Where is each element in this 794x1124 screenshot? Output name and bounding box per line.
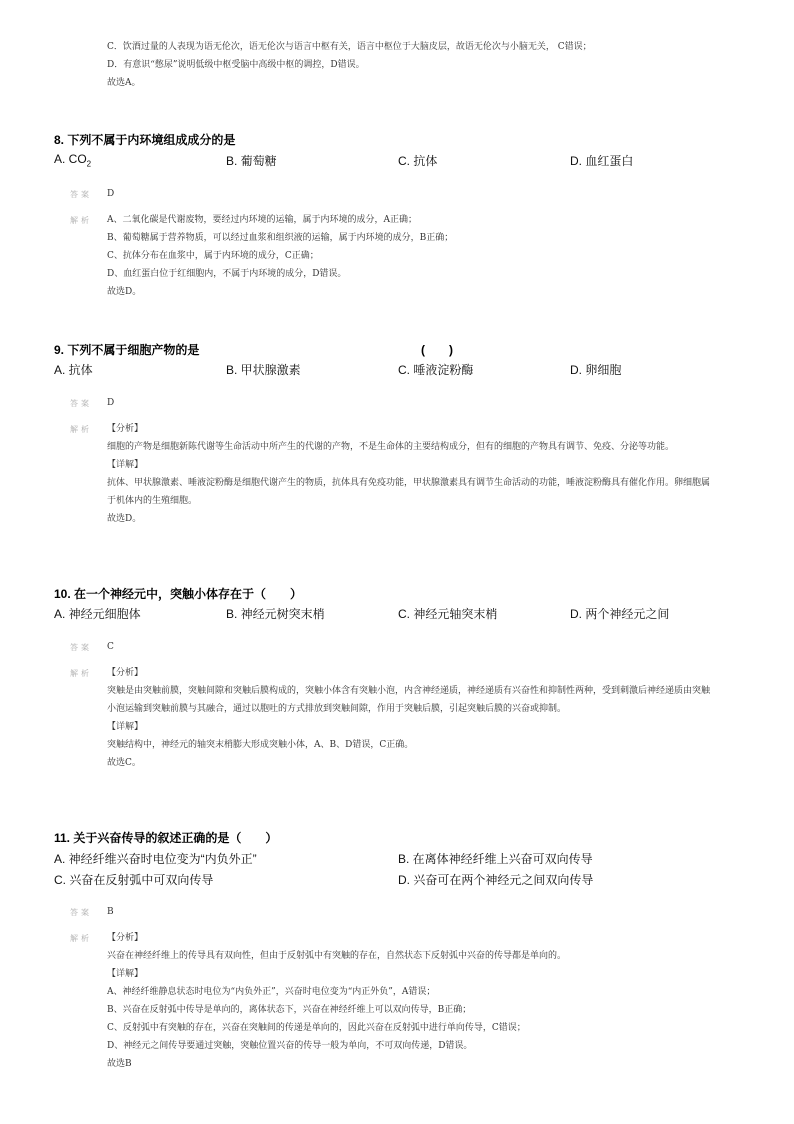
q9-analysis — [107, 420, 717, 528]
question-10-title: 10. 在一个神经元中，突触小体存在于（ ） — [54, 587, 303, 601]
q11-analysis-line: A、神经纤维静息状态时电位为“内负外正”，兴奋时电位变为“内正外负”，A错误； — [107, 987, 436, 997]
question-11-options — [54, 850, 754, 890]
q11-option-c[interactable]: C. 兴奋在反射弧中可双向传导 — [54, 873, 214, 887]
q11-analysis-label: 解析 — [70, 934, 92, 943]
q9-option-b[interactable]: B. 甲状腺激素 — [226, 363, 301, 377]
q9-option-d[interactable]: D. 卵细胞 — [570, 363, 622, 377]
q8-analysis-line: A、二氧化碳是代谢废物，要经过内环境的运输，属于内环境的成分，A正确； — [107, 215, 418, 225]
q10-answer-label: 答案 — [70, 643, 92, 652]
q9-analysis-line: 【详解】 — [107, 460, 144, 470]
q8-analysis-line: C、抗体分布在血浆中，属于内环境的成分，C正确； — [107, 251, 319, 261]
q10-analysis-line: 突触结构中，神经元的轴突末梢膨大形成突触小体，A、B、D错误，C正确。 — [107, 740, 414, 750]
q11-answer: B — [107, 907, 114, 917]
question-9-paren: ( ) — [421, 343, 453, 357]
q9-analysis-line: 抗体、甲状腺激素、唾液淀粉酶是细胞代谢产生的物质，抗体具有免疫功能，甲状腺激素具有调节生命活动的功能，唾液淀粉酶具有催化作用。卵细胞属于机体内的生殖细胞。 — [107, 478, 711, 506]
q11-analysis-line: 故选B — [107, 1059, 132, 1069]
q11-analysis — [107, 929, 717, 1073]
q11-option-d[interactable]: D. 兴奋可在两个神经元之间双向传导 — [398, 873, 594, 887]
q9-analysis-line: 故选D。 — [107, 514, 142, 524]
prev-line-1: C．饮酒过量的人表现为语无伦次，语无伦次与语言中枢有关，语言中枢位于大脑皮层，故语无伦次与小脑无关， C错误； — [107, 42, 592, 52]
q8-analysis — [107, 211, 717, 301]
prev-analysis-tail — [107, 38, 717, 92]
q9-option-c[interactable]: C. 唾液淀粉酶 — [398, 363, 474, 377]
q8-analysis-label: 解析 — [70, 216, 92, 225]
prev-line-3: 故选A。 — [107, 78, 141, 88]
q10-analysis-label: 解析 — [70, 669, 92, 678]
q11-analysis-line: 【详解】 — [107, 969, 144, 979]
q10-option-a[interactable]: A. 神经元细胞体 — [54, 607, 141, 621]
question-9-title: 9. 下列不属于细胞产物的是 — [54, 343, 200, 357]
q10-option-b[interactable]: B. 神经元树突末梢 — [226, 607, 325, 621]
q8-option-d[interactable]: D. 血红蛋白 — [570, 154, 634, 168]
question-11-title: 11. 关于兴奋传导的叙述正确的是（ ） — [54, 831, 278, 845]
q10-answer: C — [107, 642, 114, 652]
q10-analysis-line: 故选C。 — [107, 758, 141, 768]
q10-analysis-line: 突触是由突触前膜，突触间隙和突触后膜构成的，突触小体含有突触小泡，内含神经递质，神经递质有兴奋性和抑制性两种，受到刺激后神经递质由突触小泡运输到突触前膜与其融合，通过以胞吐的方式排放到突触间隙，作用于突触后膜，引起突触后膜的兴奋或抑制。 — [107, 686, 711, 714]
q8-option-b[interactable]: B. 葡萄糖 — [226, 154, 277, 168]
question-9-options — [54, 361, 754, 379]
q8-analysis-line: 故选D。 — [107, 287, 142, 297]
q9-analysis-label: 解析 — [70, 425, 92, 434]
q8-option-c[interactable]: C. 抗体 — [398, 154, 438, 168]
q11-option-a[interactable]: A. 神经纤维兴奋时电位变为“内负外正” — [54, 852, 257, 866]
q8-analysis-line: D、血红蛋白位于红细胞内，不属于内环境的成分，D错误。 — [107, 269, 347, 279]
q9-analysis-line: 细胞的产物是细胞新陈代谢等生命活动中所产生的代谢的产物，不是生命体的主要结构成分，但有的细胞的产物具有调节、免疫、分泌等功能。 — [107, 442, 675, 452]
q10-analysis-line: 【详解】 — [107, 722, 144, 732]
prev-line-2: D．有意识“憋尿”说明低级中枢受脑中高级中枢的调控，D错误。 — [107, 60, 365, 70]
q11-option-b[interactable]: B. 在离体神经纤维上兴奋可双向传导 — [398, 852, 593, 866]
q11-analysis-line: C、反射弧中有突触的存在，兴奋在突触间的传递是单向的，因此兴奋在反射弧中进行单向传导，C错误； — [107, 1023, 526, 1033]
q9-answer-label: 答案 — [70, 399, 92, 408]
q8-answer-label: 答案 — [70, 190, 92, 199]
q8-option-a[interactable]: A. $CO_2$ — [54, 152, 92, 169]
question-10-options — [54, 605, 754, 623]
q8-analysis-line: B、葡萄糖属于营养物质，可以经过血浆和组织液的运输，属于内环境的成分，B正确； — [107, 233, 454, 243]
q11-analysis-line: 兴奋在神经纤维上的传导具有双向性，但由于反射弧中有突触的存在，自然状态下反射弧中兴奋的传导都是单向的。 — [107, 951, 567, 961]
q8-answer: D — [107, 189, 115, 199]
q9-analysis-line: 【分析】 — [107, 424, 144, 434]
q11-analysis-line: D、神经元之间传导要通过突触，突触位置兴奋的传导一般为单向，不可双向传递，D错误。 — [107, 1041, 473, 1051]
q11-analysis-line: 【分析】 — [107, 933, 144, 943]
question-8-options — [54, 152, 754, 170]
question-8-title: 8. 下列不属于内环境组成成分的是 — [54, 133, 236, 147]
q10-option-d[interactable]: D. 两个神经元之间 — [570, 607, 670, 621]
q10-option-c[interactable]: C. 神经元轴突末梢 — [398, 607, 498, 621]
q11-answer-label: 答案 — [70, 908, 92, 917]
q11-analysis-line: B、兴奋在反射弧中传导是单向的，离体状态下，兴奋在神经纤维上可以双向传导，B正确； — [107, 1005, 472, 1015]
q9-answer: D — [107, 398, 115, 408]
q10-analysis — [107, 664, 717, 772]
q10-analysis-line: 【分析】 — [107, 668, 144, 678]
q9-option-a[interactable]: A. 抗体 — [54, 363, 93, 377]
